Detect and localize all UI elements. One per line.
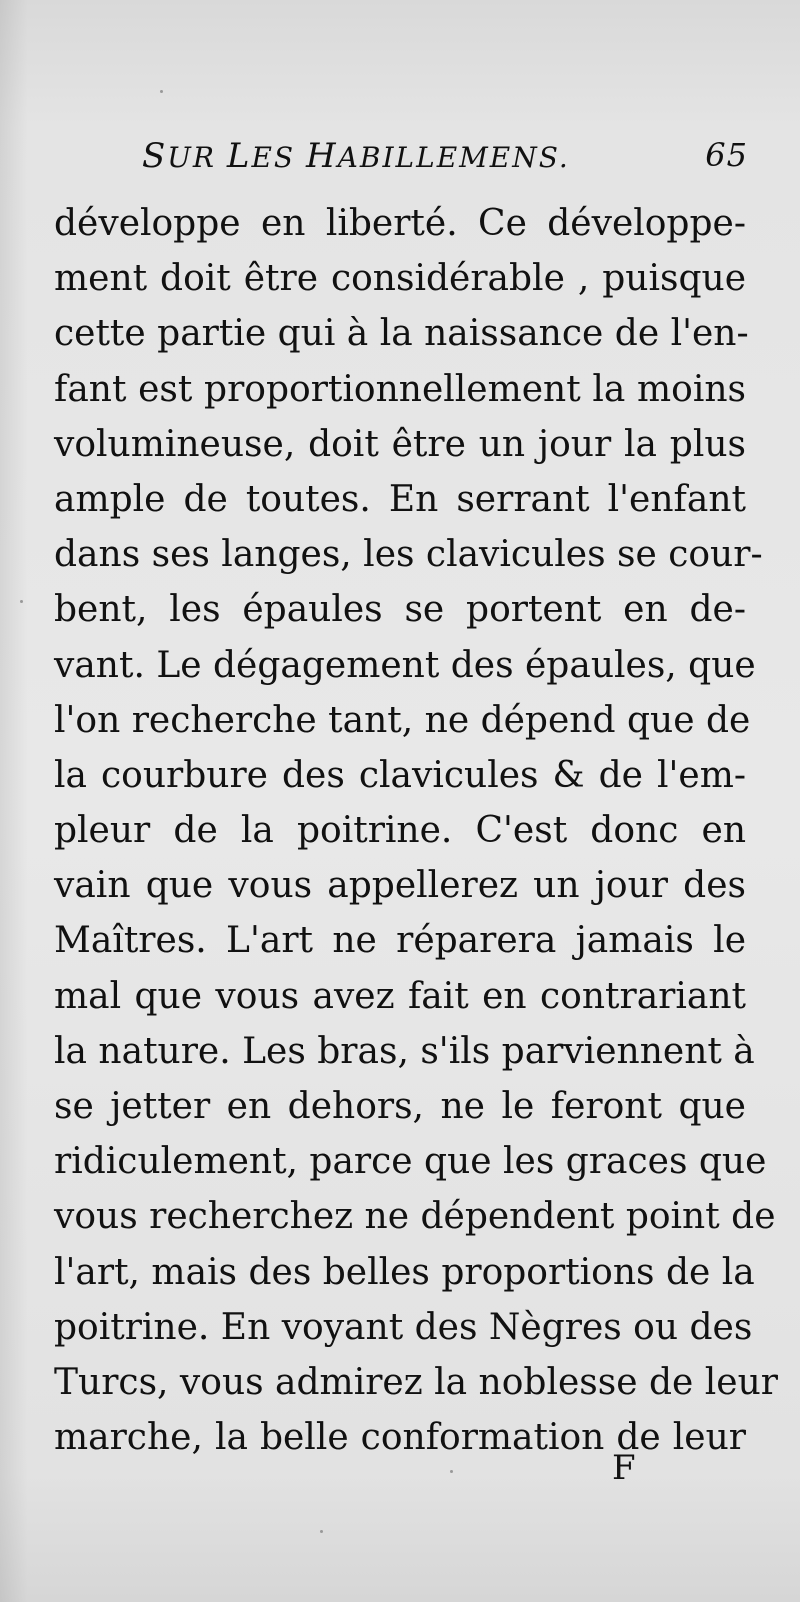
paper-speck [450,1470,453,1473]
text-line: se jetter en dehors, ne le feront que [54,1086,746,1127]
paper-speck [20,600,23,603]
text-line: l'on recherche tant, ne dépend que de [54,699,751,741]
page-edge-shadow [0,0,28,1602]
text-line: volumineuse, doit être un jour la plus [54,423,746,465]
text-line: pleur de la poitrine. C'est donc en [54,810,746,852]
text-line: Maîtres. L'art ne réparera jamais le [54,920,746,962]
text-line: marche, la belle conformation de leur [54,1417,746,1459]
text-line: la courbure des clavicules & de l'em- [54,754,746,796]
paper-speck [320,1530,323,1533]
text-line: dans ses langes, les clavicules se cour- [54,534,763,576]
running-title: SUR LES HABILLEMENS. [142,136,570,176]
page-number: 65 [705,136,748,174]
text-line: l'art, mais des belles proportions de la [54,1251,755,1293]
text-line: ample de toutes. En serrant l'enfant [54,478,746,520]
text-line: la nature. Les bras, s'ils parviennent à [54,1030,755,1072]
text-line: ment doit être considérable , puisque [54,258,746,300]
text-line: développe en liberté. Ce développe- [54,203,746,244]
paper-speck [160,90,163,93]
body-text [54,196,778,1465]
text-line: cette partie qui à la naissance de l'en- [54,313,749,355]
text-line: vain que vous appellerez un jour des [54,865,746,907]
signature-mark: F [612,1448,637,1488]
text-line: vant. Le dégagement des épaules, que [54,644,756,686]
text-line: mal que vous avez fait en contrariant [54,975,746,1017]
text-line: Turcs, vous admirez la noblesse de leur [54,1361,778,1403]
running-header [142,136,748,176]
text-line: poitrine. En voyant des Nègres ou des [54,1306,753,1348]
text-line: fant est proportionnellement la moins [54,368,746,410]
text-line: bent, les épaules se portent en de- [54,589,746,631]
text-line: vous recherchez ne dépendent point de [54,1196,776,1238]
text-line: ridiculement, parce que les graces que [54,1141,767,1183]
